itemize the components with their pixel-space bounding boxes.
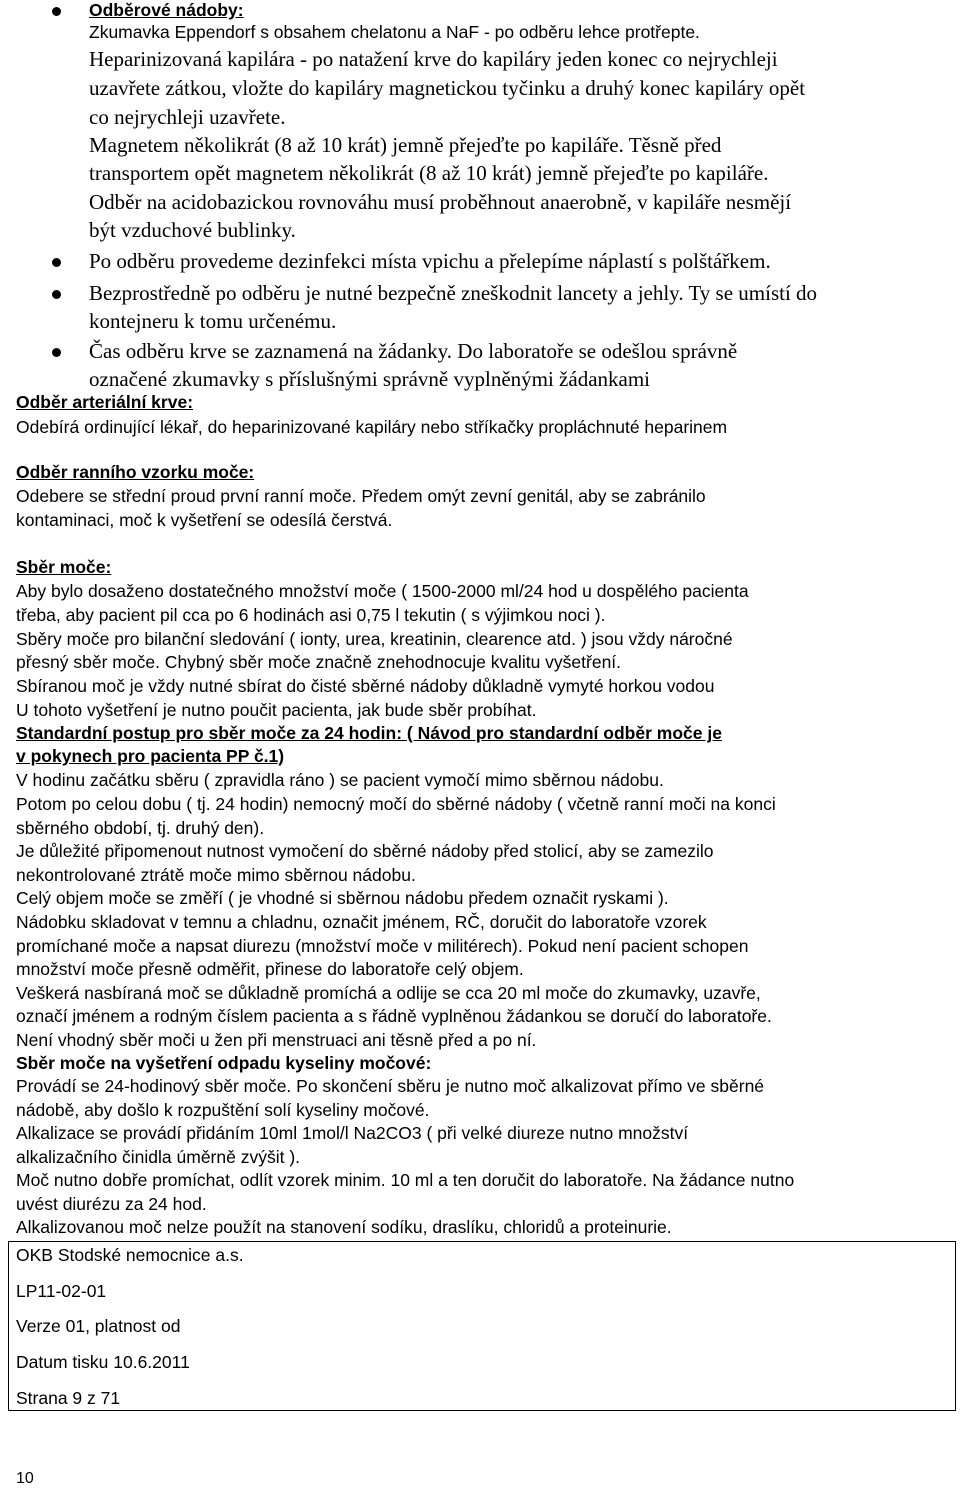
- text-line: Moč nutno dobře promíchat, odlít vzorek minim. 10 ml a ten doručit do laboratoře. Na žádance nutno: [16, 1170, 795, 1190]
- standard-procedure-heading: v pokynech pro pacienta PP č.1): [16, 746, 285, 766]
- text-line: Není vhodný sběr moči u žen při menstruaci ani těsně před a po ní.: [16, 1030, 537, 1050]
- bullet-line: Čas odběru krve se zaznamená na žádanky. Do laboratoře se odešlou správně: [89, 339, 738, 363]
- footer-doc-code: LP11-02-01: [16, 1281, 107, 1301]
- section-heading-containers: Odběrové nádoby:: [89, 0, 244, 20]
- section-heading-urine-collection: Sběr moče:: [16, 557, 112, 577]
- section-heading-uric-acid: Sběr moče na vyšetření odpadu kyseliny močové:: [16, 1053, 432, 1073]
- page-number: 10: [16, 1470, 34, 1487]
- text-line: nádobě, aby došlo k rozpuštění solí kyseliny močové.: [16, 1100, 430, 1120]
- text-line: Provádí se 24-hodinový sběr moče. Po skončení sběru je nutno moč alkalizovat přímo ve sběrné: [16, 1076, 765, 1096]
- text-line: Odebírá ordinující lékař, do heparinizované kapiláry nebo stříkačky propláchnuté heparinem: [16, 417, 728, 437]
- text-line: Aby bylo dosaženo dostatečného množství moče ( 1500-2000 ml/24 hod u dospělého pacienta: [16, 581, 749, 601]
- text-line: Sbíranou moč je vždy nutné sbírat do čisté sběrné nádoby důkladně vymyté horkou vodou: [16, 676, 715, 696]
- footer-print-date: Datum tisku 10.6.2011: [16, 1352, 190, 1372]
- bullet-line: kontejneru k tomu určenému.: [89, 309, 337, 333]
- text-line: množství moče přesně odměřit, přinese do laboratoře celý objem.: [16, 959, 524, 979]
- bullet-line: Po odběru provedeme dezinfekci místa vpichu a přelepíme náplastí s polštářkem.: [89, 249, 771, 273]
- text-line: Alkalizovanou moč nelze použít na stanovení sodíku, draslíku, chloridů a proteinurie.: [16, 1217, 672, 1237]
- text-line: označí jménem a rodným číslem pacienta a s řádně vyplněnou žádankou se doručí do laboratoře.: [16, 1006, 772, 1026]
- text-line: Sběry moče pro bilanční sledování ( ionty, urea, kreatinin, clearence atd. ) jsou vždy náročné: [16, 629, 733, 649]
- footer-version: Verze 01, platnost od: [16, 1316, 181, 1336]
- text-line: V hodinu začátku sběru ( zpravidla ráno ) se pacient vymočí mimo sběrnou nádobu.: [16, 770, 664, 790]
- text-line: promíchané moče a napsat diurezu (množství moče v militérech). Pokud není pacient schopen: [16, 936, 749, 956]
- text-line: U tohoto vyšetření je nutno poučit pacienta, jak bude sběr probíhat.: [16, 700, 537, 720]
- bullet-line: Bezprostředně po odběru je nutné bezpečně zneškodnit lancety a jehly. Ty se umístí do: [89, 281, 818, 305]
- standard-procedure-heading: Standardní postup pro sběr moče za 24 hodin: ( Návod pro standardní odběr moče je: [16, 723, 722, 743]
- text-line: Zkumavka Eppendorf s obsahem chelatonu a NaF - po odběru lehce protřepte.: [89, 22, 700, 42]
- bullet-line: označené zkumavky s příslušnými správně vyplněnými žádankami: [89, 367, 651, 391]
- bullet-dot: [52, 290, 61, 299]
- bullet-dot: [52, 7, 61, 16]
- bullet-dot: [52, 258, 61, 267]
- text-line: Je důležité připomenout nutnost vymočení do sběrné nádoby před stolicí, aby se zamezilo: [16, 841, 714, 861]
- text-line: přesný sběr moče. Chybný sběr moče značně znehodnocuje kvalitu vyšetření.: [16, 652, 622, 672]
- text-line: Heparinizovaná kapilára - po natažení krve do kapiláry jeden konec co nejrychleji: [89, 47, 778, 71]
- text-line: Celý objem moče se změří ( je vhodné si sběrnou nádobu předem označit ryskami ).: [16, 888, 669, 908]
- text-line: uvést diurézu za 24 hod.: [16, 1194, 207, 1214]
- text-line: alkalizačního činidla úměrně zvýšit ).: [16, 1147, 301, 1167]
- text-line: uzavřete zátkou, vložte do kapiláry magnetickou tyčinku a druhý konec kapiláry opět: [89, 76, 806, 100]
- text-line: Odebere se střední proud první ranní moče. Předem omýt zevní genitál, aby se zabránilo: [16, 486, 706, 506]
- text-line: sběrného období, tj. druhý den).: [16, 818, 265, 838]
- section-heading-arterial: Odběr arteriální krve:: [16, 392, 194, 412]
- bullet-dot: [52, 348, 61, 357]
- text-line: nekontrolované ztrátě moče mimo sběrnou nádobu.: [16, 865, 416, 885]
- text-line: Alkalizace se provádí přidáním 10ml 1mol/l Na2CO3 ( při velké diureze nutno množství: [16, 1123, 689, 1143]
- text-line: Odběr na acidobazickou rovnováhu musí proběhnout anaerobně, v kapiláře nesmějí: [89, 190, 792, 214]
- text-line: Potom po celou dobu ( tj. 24 hodin) nemocný močí do sběrné nádoby ( včetně ranní moči na konci: [16, 794, 776, 814]
- footer-page-of: Strana 9 z 71: [16, 1388, 121, 1408]
- text-line: třeba, aby pacient pil cca po 6 hodinách asi 0,75 l tekutin ( s výjimkou noci ).: [16, 605, 606, 625]
- text-line: co nejrychleji uzavřete.: [89, 105, 286, 129]
- section-heading-morning-urine: Odběr ranního vzorku moče:: [16, 462, 255, 482]
- text-line: Magnetem několikrát (8 až 10 krát) jemně přejeďte po kapiláře. Těsně před: [89, 133, 722, 157]
- text-line: Nádobku skladovat v temnu a chladnu, označit jménem, RČ, doručit do laboratoře vzorek: [16, 912, 707, 932]
- text-line: Veškerá nasbíraná moč se důkladně promíchá a odlije se cca 20 ml moče do zkumavky, uzavře,: [16, 983, 761, 1003]
- text-line: být vzduchové bublinky.: [89, 218, 296, 242]
- text-line: kontaminaci, moč k vyšetření se odesílá čerstvá.: [16, 510, 393, 530]
- footer-hospital: OKB Stodské nemocnice a.s.: [16, 1245, 244, 1265]
- text-line: transportem opět magnetem několikrát (8 až 10 krát) jemně přejeďte po kapiláře.: [89, 161, 769, 185]
